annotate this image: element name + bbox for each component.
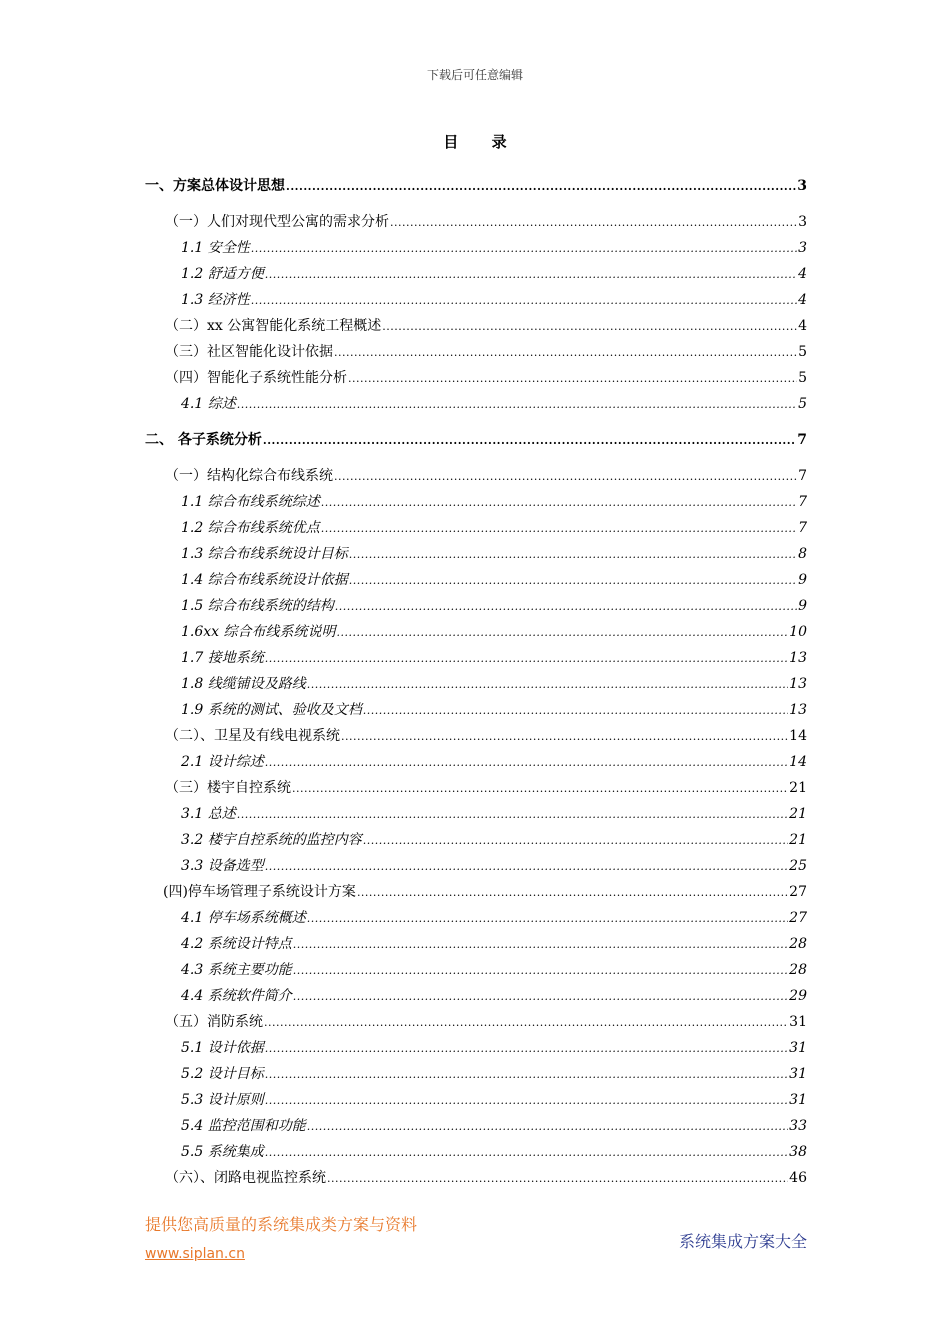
toc-entry-title: 二、 各子系统分析: [145, 432, 262, 448]
toc-entry[interactable]: [145, 212, 807, 238]
toc-entry-page-number: 7: [797, 432, 807, 448]
toc-entry-title: （二）xx 公寓智能化系统工程概述: [165, 318, 382, 334]
toc-entry[interactable]: [145, 986, 807, 1012]
toc-entry-page-number: 33: [789, 1118, 807, 1134]
toc-entry-page-number: 5: [798, 370, 807, 386]
toc-dot-leader: [307, 909, 788, 929]
toc-dot-leader: [265, 753, 788, 773]
table-of-contents: [145, 176, 807, 1194]
toc-entry[interactable]: [145, 342, 807, 368]
toc-dot-leader: [293, 935, 788, 955]
toc-entry[interactable]: [145, 1168, 807, 1194]
toc-entry-title: 5.3 设计原则: [181, 1092, 264, 1108]
toc-entry[interactable]: [145, 934, 807, 960]
toc-entry-title: 4.4 系统软件简介: [181, 988, 292, 1004]
toc-entry-page-number: 28: [789, 962, 807, 978]
toc-entry[interactable]: [145, 570, 807, 596]
toc-entry[interactable]: [145, 622, 807, 648]
toc-entry-page-number: 25: [789, 858, 807, 874]
toc-entry[interactable]: [145, 1090, 807, 1116]
toc-entry-title: 4.3 系统主要功能: [181, 962, 292, 978]
toc-dot-leader: [251, 291, 797, 311]
toc-entry-page-number: 3: [798, 240, 807, 256]
toc-entry-page-number: 9: [798, 572, 807, 588]
toc-entry-page-number: 7: [798, 468, 807, 484]
toc-entry[interactable]: [145, 882, 807, 908]
toc-dot-leader: [321, 493, 797, 513]
toc-dot-leader: [293, 961, 788, 981]
toc-dot-leader: [265, 1091, 788, 1111]
toc-entry-title: 1.4 综合布线系统设计依据: [181, 572, 348, 588]
toc-entry-page-number: 7: [798, 494, 807, 510]
toc-entry-title: 1.2 舒适方便: [181, 266, 264, 282]
toc-entry[interactable]: [145, 596, 807, 622]
toc-entry-title: 4.1 综述: [181, 396, 236, 412]
toc-title: 目 录: [443, 133, 521, 151]
toc-entry-title: （一）结构化综合布线系统: [165, 468, 333, 484]
toc-dot-leader: [327, 1169, 788, 1189]
toc-entry-page-number: 27: [789, 910, 807, 926]
toc-dot-leader: [265, 1143, 788, 1163]
toc-entry[interactable]: [145, 1064, 807, 1090]
toc-entry-page-number: 21: [789, 832, 807, 848]
toc-entry-page-number: 9: [798, 598, 807, 614]
toc-dot-leader: [263, 431, 796, 451]
footer-website-link[interactable]: www.siplan.cn: [145, 1246, 245, 1262]
toc-entry[interactable]: [145, 908, 807, 934]
toc-entry[interactable]: [145, 1012, 807, 1038]
toc-dot-leader: [334, 467, 797, 487]
toc-entry[interactable]: [145, 518, 807, 544]
toc-dot-leader: [307, 1117, 788, 1137]
toc-entry[interactable]: [145, 1116, 807, 1142]
toc-entry-title: 1.1 综合布线系统综述: [181, 494, 320, 510]
toc-entry-page-number: 13: [789, 702, 807, 718]
toc-dot-leader: [286, 177, 796, 197]
toc-dot-leader: [337, 623, 789, 643]
toc-entry[interactable]: [145, 394, 807, 420]
toc-entry-title: 3.2 楼宇自控系统的监控内容: [181, 832, 362, 848]
toc-entry[interactable]: [145, 430, 807, 456]
toc-entry-title: 4.2 系统设计特点: [181, 936, 292, 952]
toc-entry[interactable]: [145, 830, 807, 856]
toc-entry-page-number: 38: [789, 1144, 807, 1160]
toc-dot-leader: [363, 831, 788, 851]
toc-entry-title: （三）社区智能化设计依据: [165, 344, 333, 360]
toc-entry-title: 1.3 综合布线系统设计目标: [181, 546, 348, 562]
toc-entry[interactable]: [145, 1038, 807, 1064]
toc-entry-title: （三）楼宇自控系统: [165, 780, 291, 796]
toc-dot-leader: [292, 779, 788, 799]
toc-entry-title: 1.7 接地系统: [181, 650, 264, 666]
toc-entry-page-number: 31: [789, 1014, 807, 1030]
toc-dot-leader: [307, 675, 788, 695]
toc-entry[interactable]: [145, 752, 807, 778]
toc-entry-page-number: 21: [789, 806, 807, 822]
toc-entry-title: 1.9 系统的测试、验收及文档: [181, 702, 362, 718]
toc-entry-title: （一）人们对现代型公寓的需求分析: [165, 214, 389, 230]
toc-dot-leader: [357, 883, 788, 903]
toc-dot-leader: [349, 571, 797, 591]
toc-entry[interactable]: [145, 316, 807, 342]
toc-dot-leader: [390, 213, 797, 233]
toc-entry-title: 1.2 综合布线系统优点: [181, 520, 320, 536]
toc-entry-page-number: 13: [789, 650, 807, 666]
toc-entry-title: 5.5 系统集成: [181, 1144, 264, 1160]
toc-dot-leader: [293, 987, 788, 1007]
toc-entry[interactable]: [145, 290, 807, 316]
toc-entry-title: （二）、卫星及有线电视系统: [165, 728, 340, 744]
toc-entry[interactable]: [145, 648, 807, 674]
toc-entry-title: 5.2 设计目标: [181, 1066, 264, 1082]
toc-entry-title: 5.1 设计依据: [181, 1040, 264, 1056]
toc-entry-page-number: 14: [789, 728, 807, 744]
toc-entry-page-number: 31: [789, 1040, 807, 1056]
footer-tagline: 提供您高质量的系统集成类方案与资料: [145, 1215, 418, 1234]
toc-entry-title: 4.1 停车场系统概述: [181, 910, 306, 926]
toc-entry-page-number: 10: [789, 624, 807, 640]
toc-entry[interactable]: [145, 804, 807, 830]
toc-entry-page-number: 14: [789, 754, 807, 770]
toc-entry-page-number: 8: [798, 546, 807, 562]
toc-dot-leader: [335, 597, 797, 617]
toc-entry-page-number: 5: [798, 396, 807, 412]
toc-entry-title: （六）、闭路电视监控系统: [165, 1170, 326, 1186]
toc-entry-title: （四）智能化子系统性能分析: [165, 370, 347, 386]
page-header-note: 下载后可任意编辑: [426, 68, 523, 82]
toc-entry-title: 3.3 设备选型: [181, 858, 264, 874]
toc-entry[interactable]: [145, 176, 807, 202]
toc-dot-leader: [265, 857, 788, 877]
toc-entry[interactable]: [145, 492, 807, 518]
toc-entry-page-number: 31: [789, 1066, 807, 1082]
toc-dot-leader: [265, 265, 797, 285]
toc-dot-leader: [382, 317, 797, 337]
toc-entry-title: 1.8 线缆铺设及路线: [181, 676, 306, 692]
toc-entry-page-number: 4: [798, 292, 807, 308]
toc-entry-page-number: 29: [789, 988, 807, 1004]
toc-entry-page-number: 4: [798, 318, 807, 334]
toc-entry[interactable]: [145, 960, 807, 986]
toc-entry-page-number: 3: [798, 214, 807, 230]
toc-dot-leader: [237, 805, 788, 825]
footer-brand: 系统集成方案大全: [678, 1232, 807, 1251]
toc-entry-title: 2.1 设计综述: [181, 754, 264, 770]
toc-entry[interactable]: [145, 368, 807, 394]
toc-entry-title: 一、方案总体设计思想: [145, 178, 285, 194]
toc-entry-title: 1.1 安全性: [181, 240, 250, 256]
toc-dot-leader: [265, 1039, 788, 1059]
toc-entry-title: 1.5 综合布线系统的结构: [181, 598, 334, 614]
toc-entry-page-number: 46: [789, 1170, 807, 1186]
toc-dot-leader: [264, 1013, 788, 1033]
toc-dot-leader: [237, 395, 797, 415]
toc-dot-leader: [349, 545, 797, 565]
toc-entry[interactable]: [145, 264, 807, 290]
toc-entry[interactable]: [145, 674, 807, 700]
toc-entry-page-number: 7: [798, 520, 807, 536]
toc-dot-leader: [251, 239, 797, 259]
toc-dot-leader: [363, 701, 788, 721]
toc-entry[interactable]: [145, 544, 807, 570]
toc-entry-page-number: 13: [789, 676, 807, 692]
toc-dot-leader: [348, 369, 797, 389]
toc-dot-leader: [321, 519, 797, 539]
toc-entry-title: 1.6xx 综合布线系统说明: [181, 624, 336, 640]
toc-entry-page-number: 28: [789, 936, 807, 952]
toc-entry-page-number: 31: [789, 1092, 807, 1108]
toc-entry[interactable]: [145, 466, 807, 492]
toc-entry-title: 3.1 总述: [181, 806, 236, 822]
toc-entry-title: 5.4 监控范围和功能: [181, 1118, 306, 1134]
toc-entry-title: （五）消防系统: [165, 1014, 263, 1030]
toc-entry[interactable]: [145, 238, 807, 264]
toc-dot-leader: [334, 343, 797, 363]
toc-entry[interactable]: [145, 1142, 807, 1168]
toc-entry-page-number: 21: [789, 780, 807, 796]
toc-entry-page-number: 5: [798, 344, 807, 360]
toc-entry[interactable]: [145, 856, 807, 882]
toc-entry[interactable]: [145, 778, 807, 804]
toc-dot-leader: [341, 727, 788, 747]
toc-entry-page-number: 4: [798, 266, 807, 282]
toc-entry-page-number: 3: [797, 178, 807, 194]
toc-dot-leader: [265, 1065, 788, 1085]
toc-dot-leader: [265, 649, 788, 669]
toc-entry-title: (四)停车场管理子系统设计方案: [163, 884, 356, 900]
toc-entry-page-number: 27: [789, 884, 807, 900]
toc-entry-title: 1.3 经济性: [181, 292, 250, 308]
toc-entry[interactable]: [145, 700, 807, 726]
toc-entry[interactable]: [145, 726, 807, 752]
